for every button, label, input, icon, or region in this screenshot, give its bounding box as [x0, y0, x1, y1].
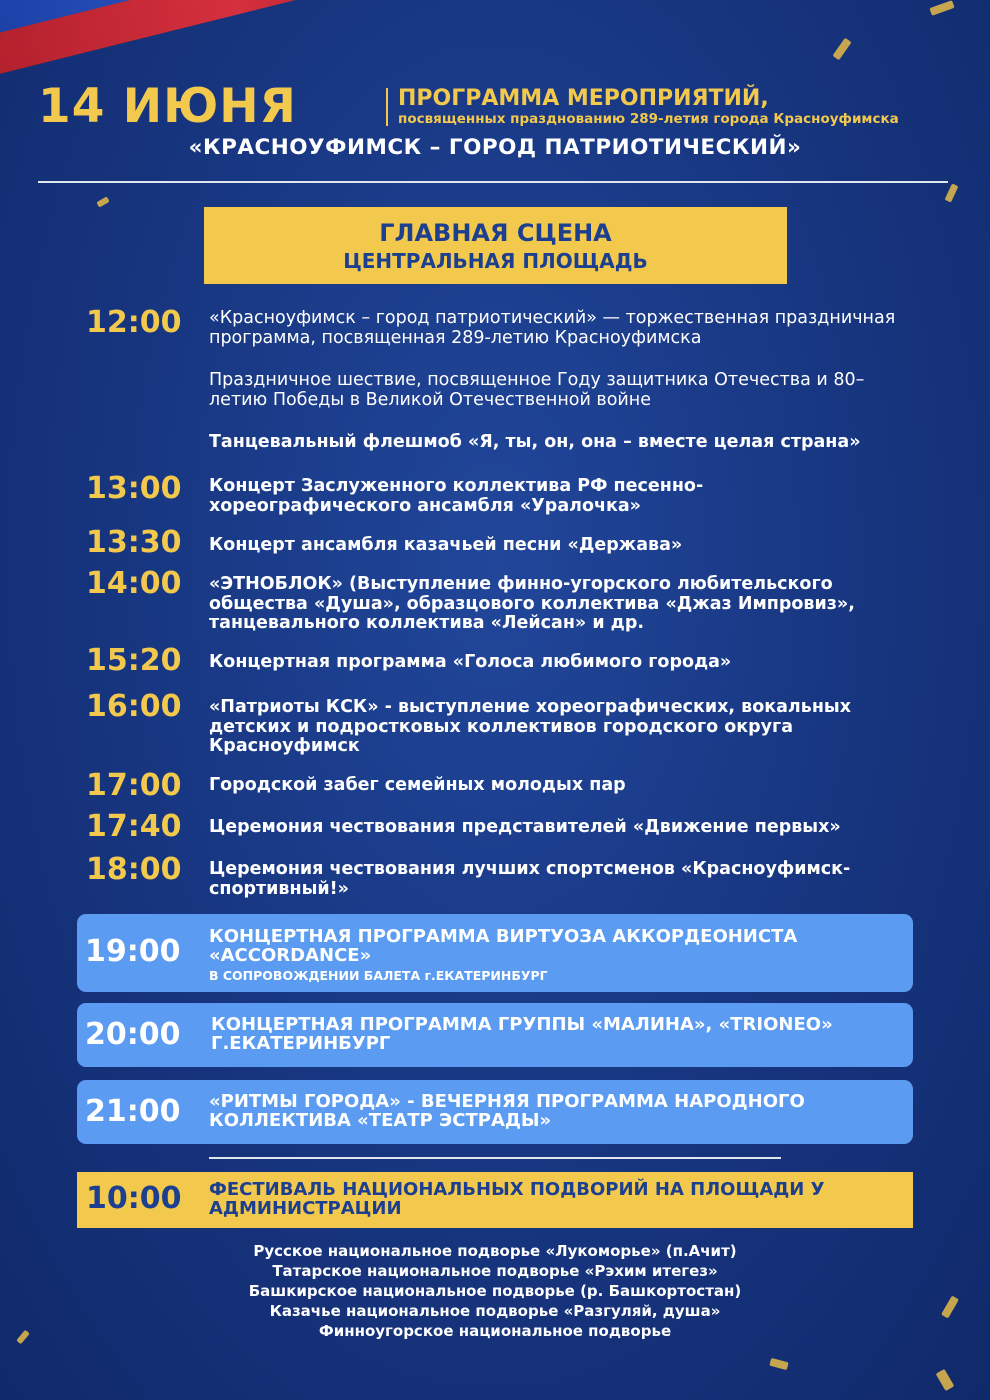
highlight-time: 20:00 [85, 1017, 181, 1052]
schedule-description: Концерт ансамбля казачьей песни «Держава» [209, 535, 683, 555]
festival-banner [77, 1172, 913, 1228]
festival-description: ФЕСТИВАЛЬ НАЦИОНАЛЬНЫХ ПОДВОРИЙ НА ПЛОЩАДИ У АДМИНИСТРАЦИИ [209, 1179, 825, 1219]
festival-list-item: Финноугорское национальное подворье [318, 1322, 672, 1340]
festival-list-item: Татарское национальное подворье «Рэхим итегез» [272, 1262, 718, 1280]
main-title: «КРАСНОУФИМСК – ГОРОД ПАТРИОТИЧЕСКИЙ» [188, 135, 802, 160]
schedule-description: Церемония чествования лучших спортсменов «Красноуфимск-спортивный!» [209, 859, 851, 899]
highlight-event [77, 914, 913, 992]
festival-list [0, 1241, 990, 1341]
schedule-time: 13:00 [86, 471, 182, 506]
confetti-decoration [832, 38, 851, 61]
page-header [38, 79, 958, 134]
schedule-description: «Красноуфимск – город патриотический» — торжественная праздничная программа, посвященная 289-летию Красноуфимска [209, 308, 896, 348]
highlight-description: КОНЦЕРТНАЯ ПРОГРАММА ГРУППЫ «МАЛИНА», «TRIONEO» Г.ЕКАТЕРИНБУРГ [211, 1014, 833, 1054]
schedule-time: 15:20 [86, 643, 182, 678]
header-divider [386, 88, 388, 126]
stage-banner [204, 207, 787, 284]
highlight-description: «РИТМЫ ГОРОДА» - ВЕЧЕРНЯЯ ПРОГРАММА НАРОДНОГО КОЛЛЕКТИВА «ТЕАТР ЭСТРАДЫ» [209, 1091, 805, 1131]
schedule-description: Праздничное шествие, посвященное Году защитника Отечества и 80–летию Победы в Великой Отечественной войне [209, 370, 865, 410]
festival-time: 10:00 [86, 1181, 182, 1216]
program-title: ПРОГРАММА МЕРОПРИЯТИЙ, [398, 86, 769, 111]
schedule-time: 17:40 [86, 809, 182, 844]
highlight-event [77, 1003, 913, 1067]
confetti-decoration [769, 1358, 788, 1370]
festival-list-item: Башкирское национальное подворье (р. Башкортостан) [248, 1282, 742, 1300]
schedule-description: Концертная программа «Голоса любимого города» [209, 652, 732, 672]
confetti-decoration [936, 1369, 955, 1391]
festival-list-item: Русское национальное подворье «Лукоморье» (п.Ачит) [253, 1242, 737, 1260]
stage-location: ЦЕНТРАЛЬНАЯ ПЛОЩАДЬ [343, 249, 648, 273]
highlight-description: КОНЦЕРТНАЯ ПРОГРАММА ВИРТУОЗА АККОРДЕОНИСТА «ACCORDANCE» [209, 926, 798, 966]
confetti-decoration [96, 196, 109, 207]
schedule-description: Концерт Заслуженного коллектива РФ песенно-хореографического ансамбля «Уралочка» [209, 476, 704, 516]
highlight-event [77, 1080, 913, 1144]
schedule-time: 13:30 [86, 525, 182, 560]
festival-list-item: Казачье национальное подворье «Разгуляй, душа» [269, 1302, 721, 1320]
confetti-decoration [929, 0, 954, 16]
schedule-description: «Патриоты КСК» - выступление хореографических, вокальных детских и подростковых коллективов городского округа Красноуфимск [209, 697, 852, 756]
schedule-time: 17:00 [86, 768, 182, 803]
schedule-description: «ЭТНОБЛОК» (Выступление финно-угорского любительского общества «Душа», образцового коллектива «Джаз Импровиз», танцевального коллектива «Лейсан» и др. [209, 574, 855, 633]
highlight-note: В СОПРОВОЖДЕНИИ БАЛЕТА г.ЕКАТЕРИНБУРГ [209, 968, 548, 983]
highlight-time: 19:00 [85, 934, 181, 969]
schedule-time: 12:00 [86, 305, 182, 340]
confetti-decoration [945, 183, 959, 202]
event-date: 14 ИЮНЯ [38, 79, 297, 134]
highlight-time: 21:00 [85, 1094, 181, 1129]
stage-title: ГЛАВНАЯ СЦЕНА [379, 219, 612, 247]
schedule-description: Танцевальный флешмоб «Я, ты, он, она – вместе целая страна» [209, 432, 861, 452]
divider-line [209, 1157, 781, 1159]
schedule-description: Городской забег семейных молодых пар [209, 775, 626, 795]
divider-line [38, 181, 948, 183]
program-subtitle: посвященных празднованию 289-летия города Красноуфимска [398, 111, 899, 127]
schedule-description: Церемония чествования представителей «Движение первых» [209, 817, 841, 837]
schedule-time: 14:00 [86, 566, 182, 601]
schedule-time: 16:00 [86, 689, 182, 724]
schedule-time: 18:00 [86, 852, 182, 887]
